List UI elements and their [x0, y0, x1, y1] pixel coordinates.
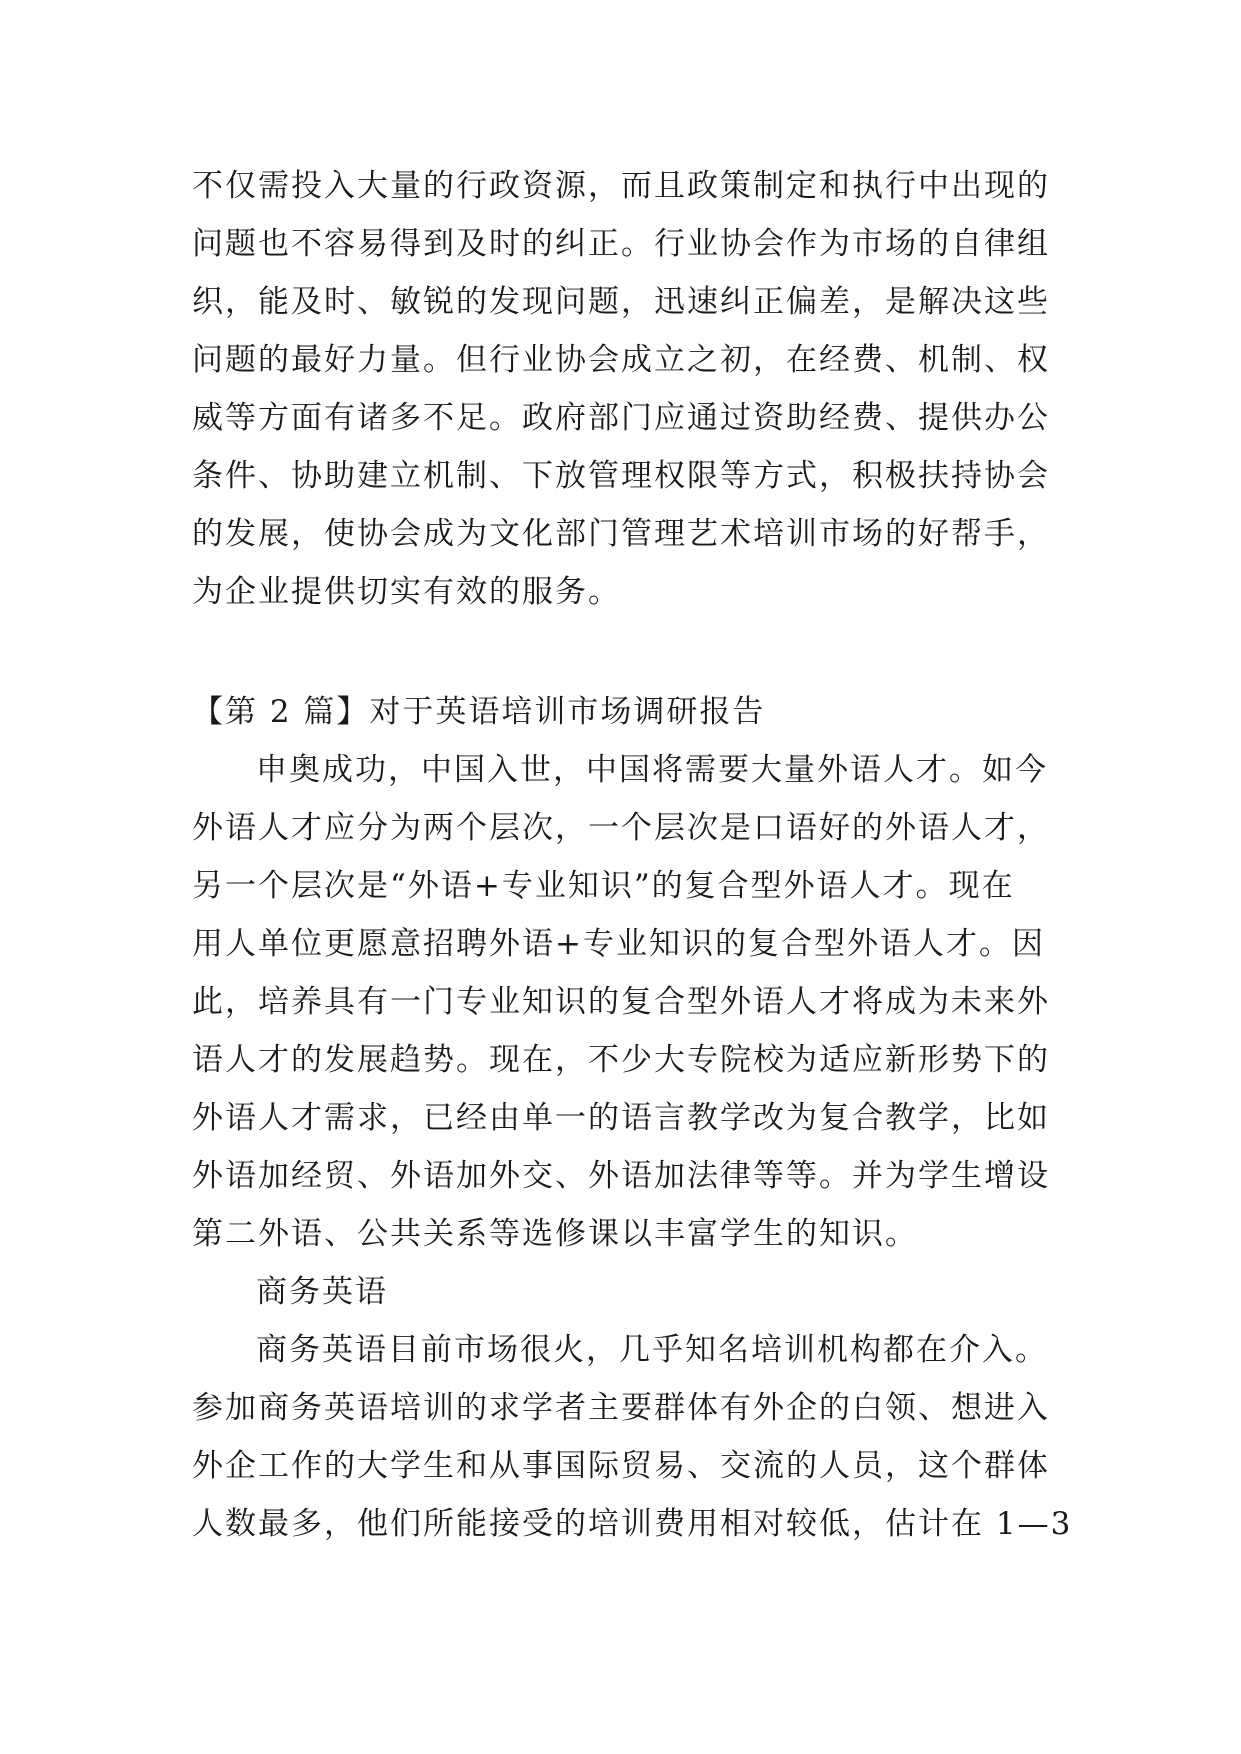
text-line: 外语加经贸、外语加外交、外语加法律等等。并为学生增设: [192, 1158, 1050, 1194]
text-line: 外语人才应分为两个层次，一个层次是口语好的外语人才，: [192, 810, 1050, 846]
text-line: 不仅需投入大量的行政资源，而且政策制定和执行中出现的: [192, 168, 1050, 204]
text-line: 申奥成功，中国入世，中国将需要大量外语人才。如今: [256, 752, 1048, 788]
text-line: 另一个层次是“外语+专业知识”的复合型外语人才。现在: [192, 868, 1015, 904]
text-line: 问题也不容易得到及时的纠正。行业协会作为市场的自律组: [192, 226, 1050, 262]
paragraph-continuation: [192, 157, 1052, 621]
text-line: 为企业提供切实有效的服务。: [192, 574, 621, 610]
section-title: 【第 2 篇】对于英语培训市场调研报告: [192, 694, 766, 730]
text-line: 威等方面有诸多不足。政府部门应通过资助经费、提供办公: [192, 400, 1050, 436]
text-line: 外语人才需求，已经由单一的语言教学改为复合教学，比如: [192, 1100, 1050, 1136]
text-line: 第二外语、公共关系等选修课以丰富学生的知识。: [192, 1216, 918, 1252]
text-line: 商务英语目前市场很火，几乎知名培训机构都在介入。: [256, 1332, 1048, 1368]
text-line: 此，培养具有一门专业知识的复合型外语人才将成为未来外: [192, 984, 1050, 1020]
subheading: 商务英语: [256, 1274, 388, 1310]
text-line: 的发展，使协会成为文化部门管理艺术培训市场的好帮手，: [192, 516, 1050, 552]
text-line: 人数最多，他们所能接受的培训费用相对较低，估计在 1—3: [192, 1506, 1073, 1542]
text-line: 外企工作的大学生和从事国际贸易、交流的人员，这个群体: [192, 1448, 1050, 1484]
text-line: 问题的最好力量。但行业协会成立之初，在经费、机制、权: [192, 342, 1050, 378]
text-line: 参加商务英语培训的求学者主要群体有外企的白领、想进入: [192, 1390, 1050, 1426]
text-line: 织，能及时、敏锐的发现问题，迅速纠正偏差，是解决这些: [192, 284, 1050, 320]
section-2: [192, 683, 1073, 1553]
text-line: 用人单位更愿意招聘外语+专业知识的复合型外语人才。因: [192, 926, 1045, 962]
text-line: 条件、协助建立机制、下放管理权限等方式，积极扶持协会: [192, 458, 1050, 494]
text-line: 语人才的发展趋势。现在，不少大专院校为适应新形势下的: [192, 1042, 1050, 1078]
